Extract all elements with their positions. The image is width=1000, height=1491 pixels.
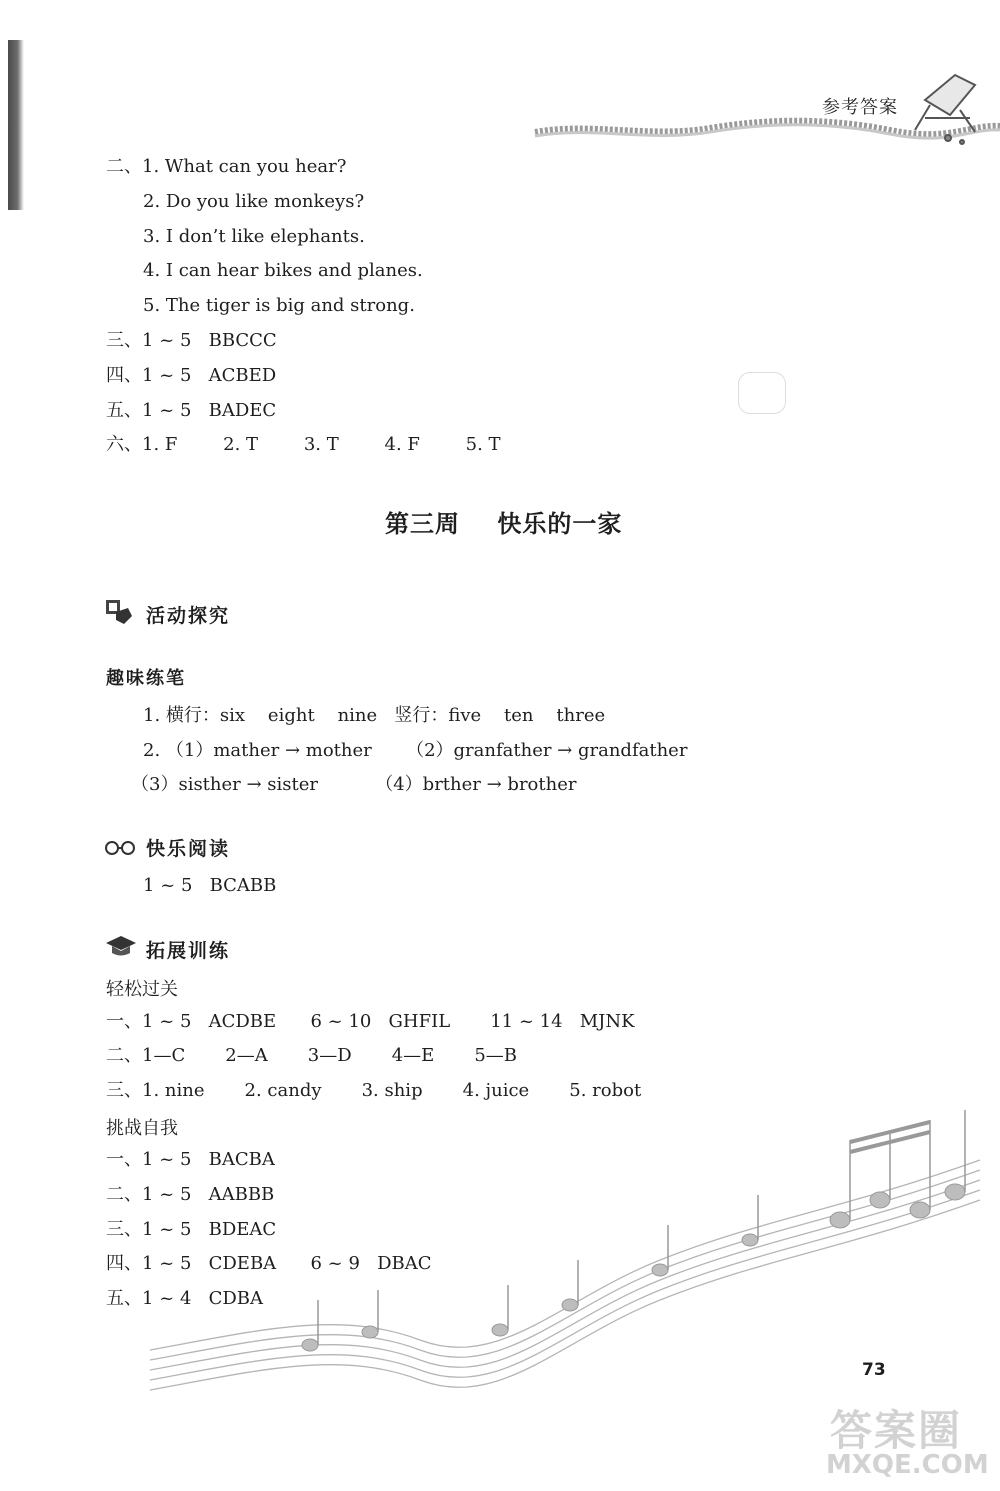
subsection-heading-easy: 轻松过关 <box>106 979 178 1000</box>
answer-line: 5. The tiger is big and strong. <box>143 295 415 316</box>
answer-line: 二、1. What can you hear? <box>106 156 347 177</box>
answer-line: 2. （1）mather → mother （2）granfather → grandfather <box>143 740 688 761</box>
answer-line: 1. 横行：six eight nine 竖行：five ten three <box>143 705 606 726</box>
subsection-heading-challenge: 挑战自我 <box>106 1118 178 1139</box>
answer-line: 四、1 ~ 5 ACBED <box>106 365 277 386</box>
page-number: 73 <box>862 1360 886 1380</box>
answer-line: 一、1 ~ 5 ACDBE 6 ~ 10 GHFIL 11 ~ 14 MJNK <box>106 1011 635 1032</box>
answer-line: 三、1. nine 2. candy 3. ship 4. juice 5. robot <box>106 1080 642 1101</box>
answer-line: 四、1 ~ 5 CDEBA 6 ~ 9 DBAC <box>106 1253 432 1274</box>
header-label: 参考答案 <box>822 97 898 118</box>
binding-edge <box>8 40 24 210</box>
section-heading-activity: 活动探究 <box>146 605 231 627</box>
stamp-decoration <box>738 372 786 414</box>
watermark-url: MXQE.COM <box>826 1450 989 1480</box>
section-heading-extension: 拓展训练 <box>146 940 231 962</box>
week-title: 第三周 快乐的一家 <box>385 510 623 538</box>
answer-line: 1 ~ 5 BCABB <box>143 875 277 896</box>
answer-line: （3）sisther → sister （4）brther → brother <box>131 774 577 795</box>
answer-line: 二、1 ~ 5 AABBB <box>106 1184 275 1205</box>
answer-line: 3. I don’t like elephants. <box>143 226 365 247</box>
answer-line: 二、1—C 2—A 3—D 4—E 5—B <box>106 1045 518 1066</box>
watermark-logo: 答案圈 <box>830 1406 963 1455</box>
answer-line: 五、1 ~ 4 CDBA <box>106 1288 264 1309</box>
music-staff-decoration <box>140 1100 1000 1400</box>
answer-line: 三、1 ~ 5 BBCCC <box>106 330 277 351</box>
section-heading-reading: 快乐阅读 <box>146 838 231 860</box>
answer-line: 六、1. F 2. T 3. T 4. F 5. T <box>106 434 501 455</box>
header-decoration <box>530 60 1000 160</box>
answer-line: 2. Do you like monkeys? <box>143 191 365 212</box>
answer-line: 五、1 ~ 5 BADEC <box>106 400 277 421</box>
graduation-cap-icon <box>104 934 138 958</box>
subsection-heading-fun-writing: 趣味练笔 <box>106 668 186 689</box>
answer-line: 一、1 ~ 5 BACBA <box>106 1149 275 1170</box>
answer-line: 4. I can hear bikes and planes. <box>143 260 423 281</box>
puzzle-hand-icon <box>104 598 134 626</box>
glasses-icon <box>104 840 136 856</box>
answer-line: 三、1 ~ 5 BDEAC <box>106 1219 277 1240</box>
